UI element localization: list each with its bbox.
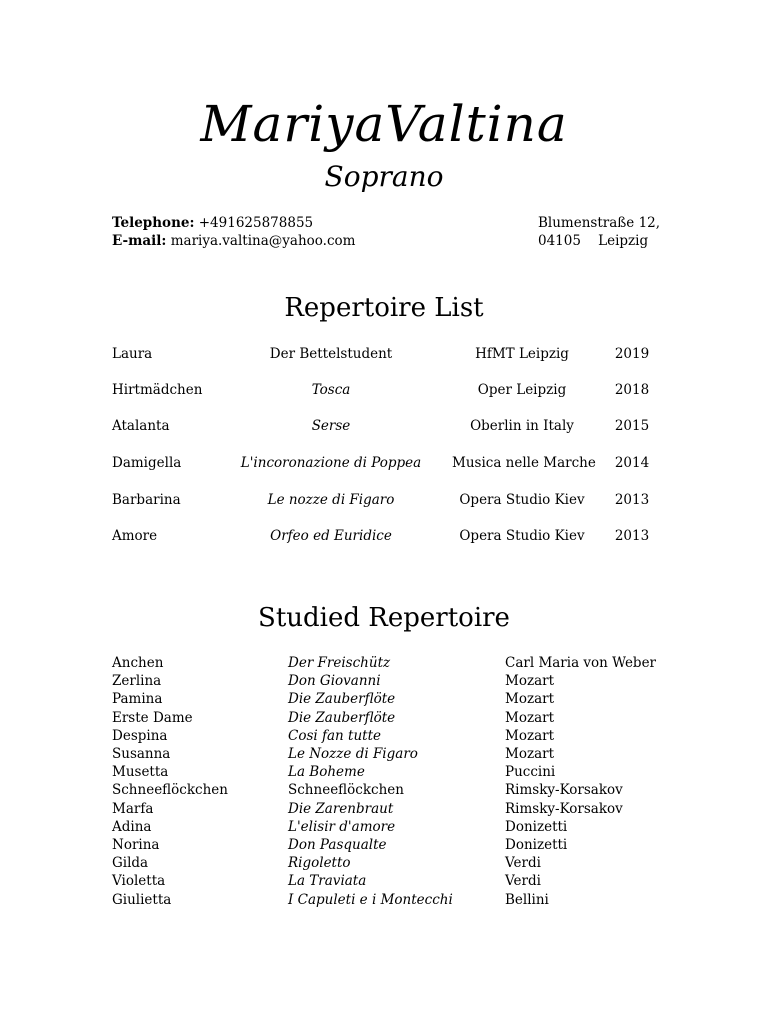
venue-cell: Musica nelle Marche bbox=[452, 455, 596, 471]
opera-cell: Orfeo ed Euridice bbox=[270, 528, 392, 544]
role-cell: Gilda bbox=[112, 855, 149, 872]
repertoire-row bbox=[0, 490, 768, 510]
telephone-line bbox=[112, 214, 355, 232]
studied-row bbox=[0, 818, 768, 836]
opera-cell: Die Zauberflöte bbox=[288, 691, 396, 708]
studied-row bbox=[0, 800, 768, 818]
studied-repertoire-title: Studied Repertoire bbox=[258, 603, 510, 633]
studied-row bbox=[0, 854, 768, 872]
opera-cell: Der Freischütz bbox=[288, 655, 391, 671]
venue-cell: Opera Studio Kiev bbox=[459, 528, 585, 544]
email-value: mariya.valtina@yahoo.com bbox=[166, 233, 356, 249]
role-cell: Pamina bbox=[112, 691, 163, 708]
role-cell: Marfa bbox=[112, 800, 154, 817]
address-block bbox=[538, 214, 660, 250]
composer-cell: Mozart bbox=[505, 691, 554, 708]
venue-cell: Opera Studio Kiev bbox=[459, 492, 585, 508]
telephone-value: +491625878855 bbox=[194, 215, 314, 231]
composer-cell: Carl Maria von Weber bbox=[505, 655, 657, 671]
studied-row bbox=[0, 763, 768, 781]
role-cell: Violetta bbox=[112, 873, 166, 890]
venue-cell: Oberlin in Italy bbox=[470, 418, 574, 434]
role-cell: Giulietta bbox=[112, 891, 172, 908]
opera-cell: L'incoronazione di Poppea bbox=[240, 455, 422, 471]
studied-row bbox=[0, 672, 768, 690]
address-line-1: Blumenstraße 12, bbox=[538, 215, 661, 231]
repertoire-row bbox=[0, 416, 768, 436]
year-cell: 2018 bbox=[614, 382, 650, 398]
studied-row bbox=[0, 781, 768, 799]
email-label: E-mail: bbox=[112, 233, 167, 249]
studied-row bbox=[0, 727, 768, 745]
studied-row bbox=[0, 836, 768, 854]
role-cell: Anchen bbox=[112, 655, 164, 671]
opera-cell: I Capuleti e i Montecchi bbox=[288, 891, 453, 908]
role-cell: Barbarina bbox=[112, 492, 181, 508]
composer-cell: Bellini bbox=[505, 891, 549, 908]
opera-cell: Der Bettelstudent bbox=[269, 346, 393, 362]
composer-cell: Mozart bbox=[505, 709, 554, 726]
email-line bbox=[112, 232, 355, 250]
role-cell: Musetta bbox=[112, 764, 169, 781]
opera-cell: Schneeflöckchen bbox=[288, 782, 404, 799]
composer-cell: Rimsky-Korsakov bbox=[505, 782, 623, 799]
telephone-label: Telephone: bbox=[112, 215, 195, 231]
composer-cell: Verdi bbox=[505, 873, 541, 890]
studied-row bbox=[0, 745, 768, 763]
opera-cell: La Boheme bbox=[288, 764, 365, 781]
role-cell: Atalanta bbox=[112, 418, 170, 434]
studied-row bbox=[0, 654, 768, 672]
studied-row bbox=[0, 690, 768, 708]
opera-cell: La Traviata bbox=[288, 873, 367, 890]
role-cell: Schneeflöckchen bbox=[112, 782, 228, 799]
opera-cell: Le nozze di Figaro bbox=[267, 492, 395, 508]
opera-cell: Cosi fan tutte bbox=[288, 727, 381, 744]
repertoire-list-title: Repertoire List bbox=[284, 293, 484, 323]
role-cell: Despina bbox=[112, 727, 168, 744]
role-cell: Amore bbox=[112, 528, 158, 544]
role-cell: Laura bbox=[112, 346, 153, 362]
repertoire-row bbox=[0, 344, 768, 364]
performer-name: MariyaValtina bbox=[200, 95, 568, 153]
opera-cell: Tosca bbox=[311, 382, 351, 398]
year-cell: 2015 bbox=[614, 418, 650, 434]
year-cell: 2013 bbox=[614, 528, 650, 544]
role-cell: Susanna bbox=[112, 746, 171, 762]
opera-cell: L'elisir d'amore bbox=[288, 818, 396, 835]
role-cell: Hirtmädchen bbox=[112, 382, 203, 398]
year-cell: 2019 bbox=[614, 346, 650, 362]
role-cell: Adina bbox=[112, 818, 152, 835]
studied-row bbox=[0, 891, 768, 909]
venue-cell: Oper Leipzig bbox=[477, 382, 567, 398]
composer-cell: Donizetti bbox=[505, 818, 568, 835]
opera-cell: Die Zarenbraut bbox=[288, 800, 394, 817]
venue-cell: HfMT Leipzig bbox=[475, 346, 569, 362]
role-cell: Damigella bbox=[112, 455, 182, 471]
opera-cell: Le Nozze di Figaro bbox=[288, 746, 418, 762]
repertoire-row bbox=[0, 526, 768, 546]
year-cell: 2013 bbox=[614, 492, 650, 508]
opera-cell: Don Pasqualte bbox=[288, 837, 387, 853]
composer-cell: Donizetti bbox=[505, 837, 568, 853]
role-cell: Zerlina bbox=[112, 673, 162, 690]
composer-cell: Mozart bbox=[505, 673, 554, 690]
contact-block bbox=[112, 214, 355, 250]
address-line-2: 04105 Leipzig bbox=[538, 233, 649, 249]
role-cell: Erste Dame bbox=[112, 709, 193, 726]
role-cell: Norina bbox=[112, 837, 160, 853]
repertoire-row bbox=[0, 380, 768, 400]
composer-cell: Mozart bbox=[505, 727, 554, 744]
composer-cell: Mozart bbox=[505, 746, 554, 762]
opera-cell: Rigoletto bbox=[288, 855, 351, 872]
composer-cell: Puccini bbox=[505, 764, 556, 781]
studied-row bbox=[0, 872, 768, 890]
opera-cell: Don Giovanni bbox=[288, 673, 381, 690]
opera-cell: Die Zauberflöte bbox=[288, 709, 396, 726]
year-cell: 2014 bbox=[614, 455, 650, 471]
composer-cell: Verdi bbox=[505, 855, 541, 872]
repertoire-row bbox=[0, 453, 768, 473]
studied-row bbox=[0, 709, 768, 727]
voice-type: Soprano bbox=[324, 160, 444, 193]
composer-cell: Rimsky-Korsakov bbox=[505, 800, 623, 817]
opera-cell: Serse bbox=[311, 418, 351, 434]
